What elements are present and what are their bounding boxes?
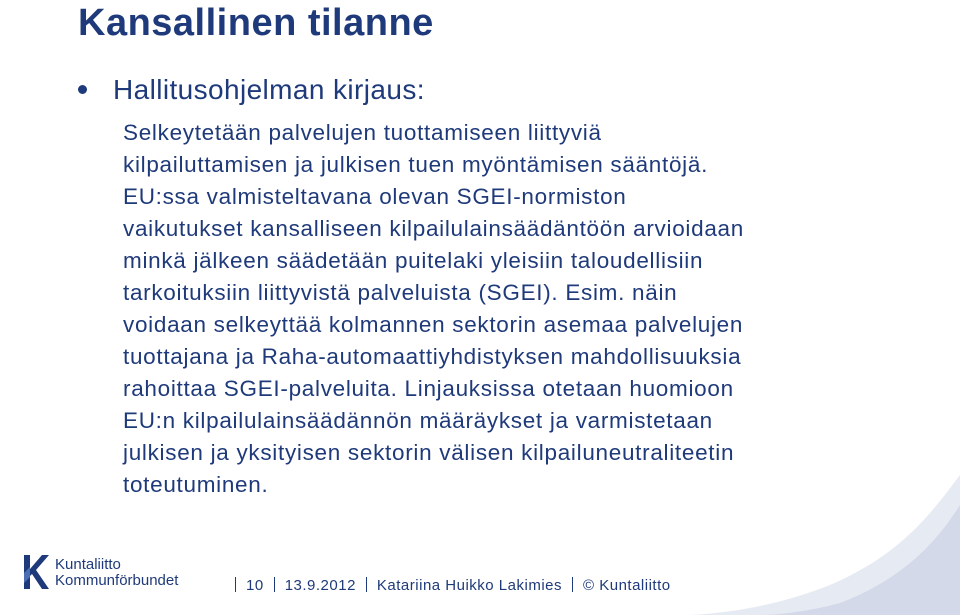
kuntaliitto-logo-icon bbox=[22, 553, 50, 591]
body-line: tarkoituksiin liittyvistä palveluista (SGEI). Esim. näin bbox=[123, 280, 678, 305]
logo-line-2: Kommunförbundet bbox=[55, 572, 179, 589]
footer-author: Katariina Huikko Lakimies bbox=[376, 577, 562, 594]
bullet-dot-icon bbox=[78, 85, 87, 94]
logo-line-1: Kuntaliitto bbox=[55, 556, 121, 573]
body-line: minkä jälkeen säädetään puitelaki yleisiin taloudellisiin bbox=[123, 248, 704, 273]
body-line: EU:ssa valmisteltavana olevan SGEI-normiston bbox=[123, 184, 627, 209]
body-line: vaikutukset kansalliseen kilpailulainsäädäntöön arvioidaan bbox=[123, 216, 744, 241]
body-line: toteutuminen. bbox=[123, 472, 269, 497]
slide-footer bbox=[235, 577, 671, 595]
footer-divider bbox=[235, 577, 236, 592]
body-line: rahoittaa SGEI-palveluita. Linjauksissa otetaan huomioon bbox=[123, 376, 734, 401]
body-line: Selkeytetään palvelujen tuottamiseen liittyviä bbox=[123, 120, 602, 145]
bullet-heading: Hallitusohjelman kirjaus: bbox=[113, 74, 425, 105]
body-line: EU:n kilpailulainsäädännön määräykset ja varmistetaan bbox=[123, 408, 713, 433]
footer-divider bbox=[366, 577, 367, 592]
logo-wordmark bbox=[55, 557, 178, 589]
page-number: 10 bbox=[246, 577, 264, 594]
footer-date: 13.9.2012 bbox=[284, 577, 356, 594]
footer-copyright: © Kuntaliitto bbox=[583, 577, 671, 594]
body-line: voidaan selkeyttää kolmannen sektorin asemaa palvelujen bbox=[123, 312, 744, 337]
slide-title: Kansallinen tilanne bbox=[78, 2, 434, 44]
decorative-wave-graphic bbox=[630, 355, 960, 615]
body-line: tuottajana ja Raha-automaattiyhdistyksen mahdollisuuksia bbox=[123, 344, 742, 369]
body-line: julkisen ja yksityisen sektorin välisen kilpailuneutraliteetin bbox=[123, 440, 735, 465]
kuntaliitto-logo bbox=[22, 553, 192, 593]
body-line: kilpailuttamisen ja julkisen tuen myöntämisen sääntöjä. bbox=[123, 152, 709, 177]
footer-divider bbox=[572, 577, 573, 592]
footer-divider bbox=[274, 577, 275, 592]
